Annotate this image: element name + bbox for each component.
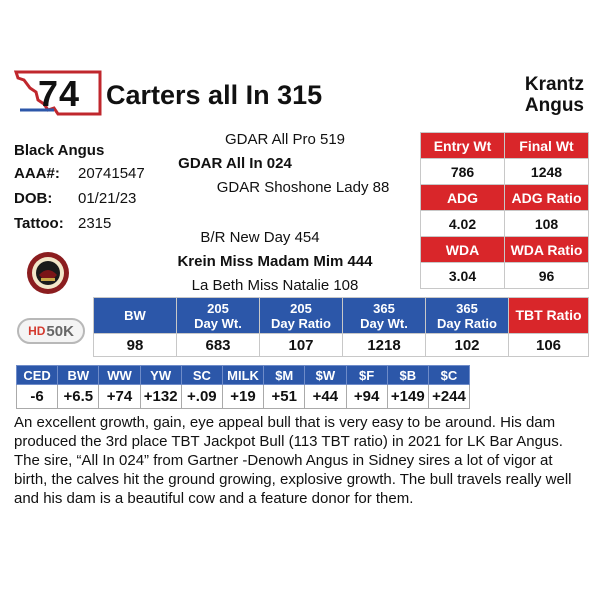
205-day-wt-header bbox=[177, 298, 260, 334]
epd-value-ced: -6 bbox=[17, 385, 58, 409]
epd-header-ww: WW bbox=[99, 366, 140, 385]
adg-value: 4.02 bbox=[421, 211, 505, 237]
205-day-ratio-value: 107 bbox=[260, 334, 343, 357]
bw-header bbox=[94, 298, 177, 334]
entry-wt-value: 786 bbox=[421, 159, 505, 185]
epd-header-c-index: $C bbox=[428, 366, 469, 385]
tattoo-value: 2315 bbox=[78, 215, 112, 232]
bw-header-label: BW bbox=[124, 308, 146, 323]
epd-header-b-index: $B bbox=[387, 366, 428, 385]
epd-table bbox=[16, 365, 470, 409]
pedigree-sire-sire: GDAR All Pro 519 bbox=[224, 131, 346, 148]
wda-header: WDA bbox=[421, 237, 505, 263]
final-wt-header: Final Wt bbox=[505, 133, 589, 159]
tbt-ratio-header bbox=[509, 298, 589, 334]
epd-value-ww: +74 bbox=[99, 385, 140, 409]
205-day-ratio-header-line2: Day Ratio bbox=[271, 315, 331, 331]
performance-value-row bbox=[421, 211, 589, 237]
365-day-wt-value: 1218 bbox=[343, 334, 426, 357]
205-day-ratio-header-line1: 205 bbox=[290, 300, 312, 316]
dob-label: DOB: bbox=[14, 190, 53, 207]
epd-header-milk: MILK bbox=[222, 366, 263, 385]
epd-value-yw: +132 bbox=[140, 385, 181, 409]
adg-ratio-header: ADG Ratio bbox=[505, 185, 589, 211]
365-day-ratio-header bbox=[426, 298, 509, 334]
pedigree-dam-dam: La Beth Miss Natalie 108 bbox=[191, 277, 359, 294]
pedigree-sire: GDAR All In 024 bbox=[178, 155, 292, 172]
epd-header-m-index: $M bbox=[264, 366, 305, 385]
breed: Black Angus bbox=[14, 142, 105, 159]
performance-table bbox=[420, 132, 589, 289]
breeder-line-2: Angus bbox=[524, 95, 584, 116]
tattoo-row bbox=[14, 215, 111, 233]
wda-ratio-header: WDA Ratio bbox=[505, 237, 589, 263]
epd-value-milk: +19 bbox=[222, 385, 263, 409]
epd-header-ced: CED bbox=[17, 366, 58, 385]
adg-ratio-value: 108 bbox=[505, 211, 589, 237]
aaa-value: 20741547 bbox=[78, 165, 145, 182]
bw-value: 98 bbox=[94, 334, 177, 357]
365-day-wt-header-line1: 365 bbox=[373, 300, 395, 316]
bull-description: An excellent growth, gain, eye appeal bull that is very easy to be around. His dam produced the 3rd place TBT Jackpot Bull (113 TBT ratio) in 2021 for LK Bar Angus. The sire, “All In 024” from Gartner -Denowh Angus in Sidney sires a lot of vigor at birth, the calves hit the ground growing, explosive growth. The bull travels really well and his dam is a beautiful cow and a feature donor for them. bbox=[14, 414, 572, 507]
dob-value: 01/21/23 bbox=[78, 190, 137, 207]
epd-value-w-index: +44 bbox=[305, 385, 346, 409]
entry-wt-header: Entry Wt bbox=[421, 133, 505, 159]
365-day-ratio-value: 102 bbox=[426, 334, 509, 357]
hd50k-suffix: 50K bbox=[46, 322, 74, 340]
bull-name: Carters all In 315 bbox=[106, 80, 323, 110]
epd-value-bw: +6.5 bbox=[58, 385, 99, 409]
performance-value-row bbox=[421, 159, 589, 185]
tattoo-label: Tattoo: bbox=[14, 215, 64, 232]
performance-header-row bbox=[421, 133, 589, 159]
pedigree-dam: Krein Miss Madam Mim 444 bbox=[177, 253, 373, 270]
epd-value-row bbox=[17, 385, 470, 409]
205-day-wt-header-line1: 205 bbox=[207, 300, 229, 316]
pedigree-sire-dam: GDAR Shoshone Lady 88 bbox=[216, 179, 390, 196]
epd-header-yw: YW bbox=[140, 366, 181, 385]
epd-value-b-index: +149 bbox=[387, 385, 428, 409]
pedigree-dam-sire: B/R New Day 454 bbox=[200, 229, 320, 246]
performance-value-row bbox=[421, 263, 589, 289]
205-day-wt-value: 683 bbox=[177, 334, 260, 357]
epd-header-w-index: $W bbox=[305, 366, 346, 385]
epd-value-f-index: +94 bbox=[346, 385, 387, 409]
ratio-value-row bbox=[94, 334, 589, 357]
performance-header-row bbox=[421, 185, 589, 211]
365-day-wt-header bbox=[343, 298, 426, 334]
breed-association-seal-icon bbox=[26, 251, 70, 295]
performance-header-row bbox=[421, 237, 589, 263]
205-day-ratio-header bbox=[260, 298, 343, 334]
epd-header-bw: BW bbox=[58, 366, 99, 385]
hd50k-logo bbox=[17, 318, 85, 344]
breeder-name bbox=[525, 74, 584, 116]
dob-row bbox=[14, 190, 136, 208]
epd-value-m-index: +51 bbox=[264, 385, 305, 409]
365-day-ratio-header-line1: 365 bbox=[456, 300, 478, 316]
breeder-line-1: Krantz bbox=[524, 74, 584, 95]
epd-value-sc: +.09 bbox=[181, 385, 222, 409]
tbt-ratio-value: 106 bbox=[509, 334, 589, 357]
hd50k-prefix: HD bbox=[28, 324, 46, 338]
365-day-ratio-header-line2: Day Ratio bbox=[437, 315, 497, 331]
epd-header-sc: SC bbox=[181, 366, 222, 385]
wda-ratio-value: 96 bbox=[505, 263, 589, 289]
epd-header-row bbox=[17, 366, 470, 385]
epd-value-c-index: +244 bbox=[428, 385, 469, 409]
365-day-wt-header-line2: Day Wt. bbox=[360, 315, 408, 331]
epd-header-f-index: $F bbox=[346, 366, 387, 385]
tbt-ratio-header-label: TBT Ratio bbox=[515, 307, 582, 323]
205-day-wt-header-line2: Day Wt. bbox=[194, 315, 242, 331]
ratio-header-row bbox=[94, 298, 589, 334]
lot-number: 74 bbox=[38, 73, 81, 114]
ratio-table bbox=[93, 297, 589, 357]
final-wt-value: 1248 bbox=[505, 159, 589, 185]
aaa-label: AAA#: bbox=[14, 165, 60, 182]
wda-value: 3.04 bbox=[421, 263, 505, 289]
adg-header: ADG bbox=[421, 185, 505, 211]
